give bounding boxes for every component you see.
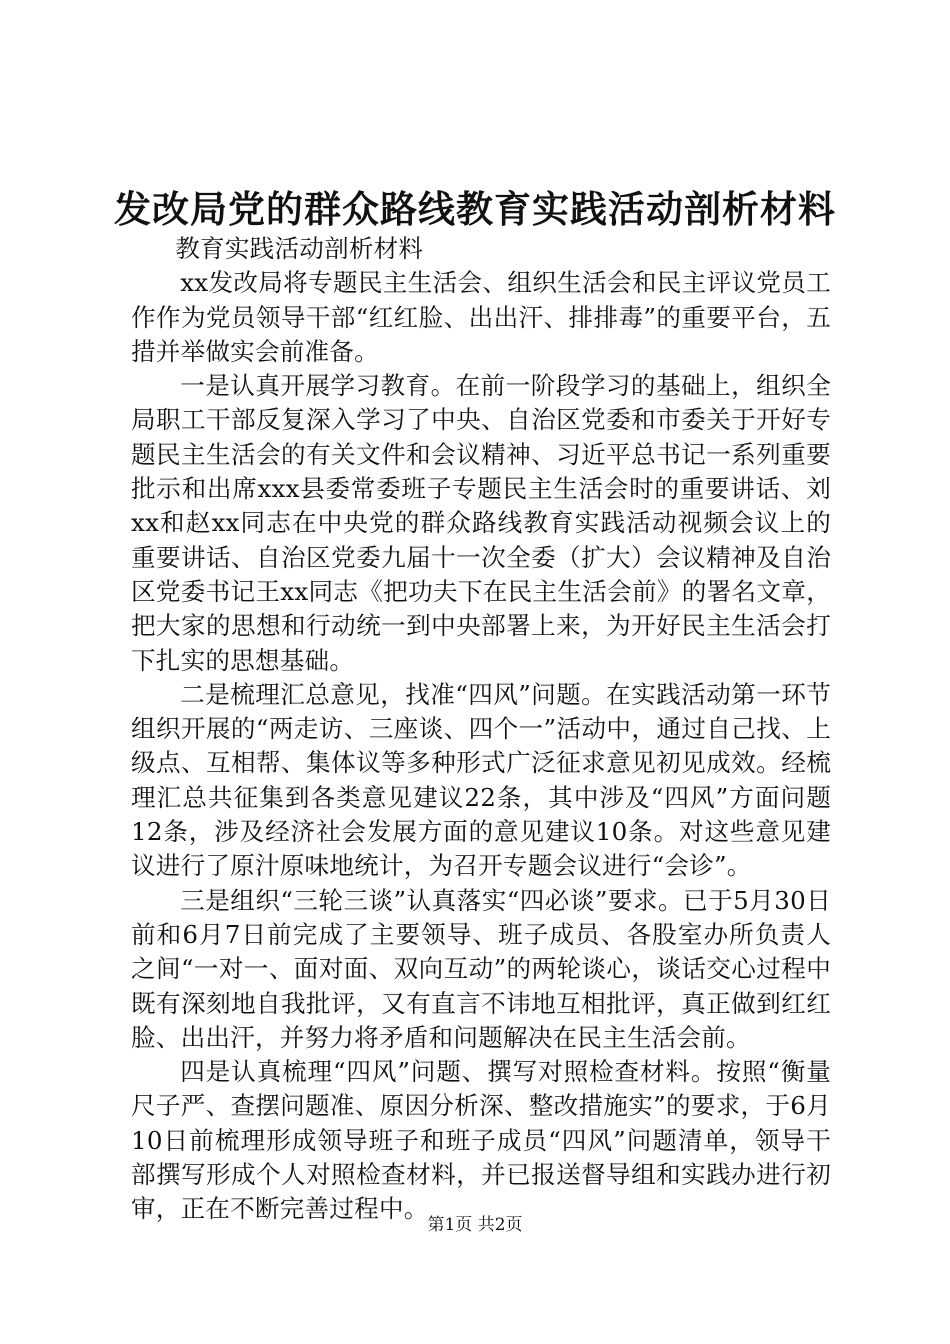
paragraph-intro: xx发改局将专题民主生活会、组织生活会和民主评议党员工作作为党员领导干部“红红脸、出出汗、排排毒”的重要平台，五措并举做实会前准备。 bbox=[131, 268, 831, 366]
paragraph-four: 四是认真梳理“四风”问题、撰写对照检查材料。按照“衡量尺子严、查摆问题准、原因分析深、整改措施实”的要求，于6月10日前梳理形成领导班子和班子成员“四风”问题清单，领导干部撰写形成个人对照检查材料，并已报送督导组和实践办进行初审，正在不断完善过程中。 bbox=[131, 1057, 831, 1224]
document-subtitle: 教育实践活动剖析材料 bbox=[175, 234, 424, 263]
document-title: 发改局党的群众路线教育实践活动剖析材料 bbox=[114, 187, 836, 231]
page-footer: 第1页 共2页 bbox=[427, 1215, 523, 1235]
paragraph-one: 一是认真开展学习教育。在前一阶段学习的基础上，组织全局职工干部反复深入学习了中央、自治区党委和市委关于开好专题民主生活会的有关文件和会议精神、习近平总书记一系列重要批示和出席xxx县委常委班子专题民主生活会时的重要讲话、刘xx和赵xx同志在中央党的群众路线教育实践活动视频会议上的重要讲话、自治区党委九届十一次全委（扩大）会议精神及自治区党委书记王xx同志《把功夫下在民主生活会前》的署名文章，把大家的思想和行动统一到中央部署上来，为开好民主生活会打下扎实的思想基础。 bbox=[131, 371, 831, 675]
document-body bbox=[131, 232, 831, 1227]
paragraph-two: 二是梳理汇总意见，找准“四风”问题。在实践活动第一环节组织开展的“两走访、三座谈、四个一”活动中，通过自己找、上级点、互相帮、集体议等多种形式广泛征求意见初见成效。经梳理汇总共征集到各类意见建议22条，其中涉及“四风”方面问题12条，涉及经济社会发展方面的意见建议10条。对这些意见建议进行了原汁原味地统计，为召开专题会议进行“会诊”。 bbox=[131, 679, 831, 881]
paragraph-three: 三是组织“三轮三谈”认真落实“四必谈”要求。已于5月30日前和6月7日前完成了主要领导、班子成员、各股室办所负责人之间“一对一、面对面、双向互动”的两轮谈心，谈话交心过程中既有深刻地自我批评，又有直言不讳地互相批评，真正做到红红脸、出出汗，并努力将矛盾和问题解决在民主生活会前。 bbox=[131, 885, 831, 1052]
